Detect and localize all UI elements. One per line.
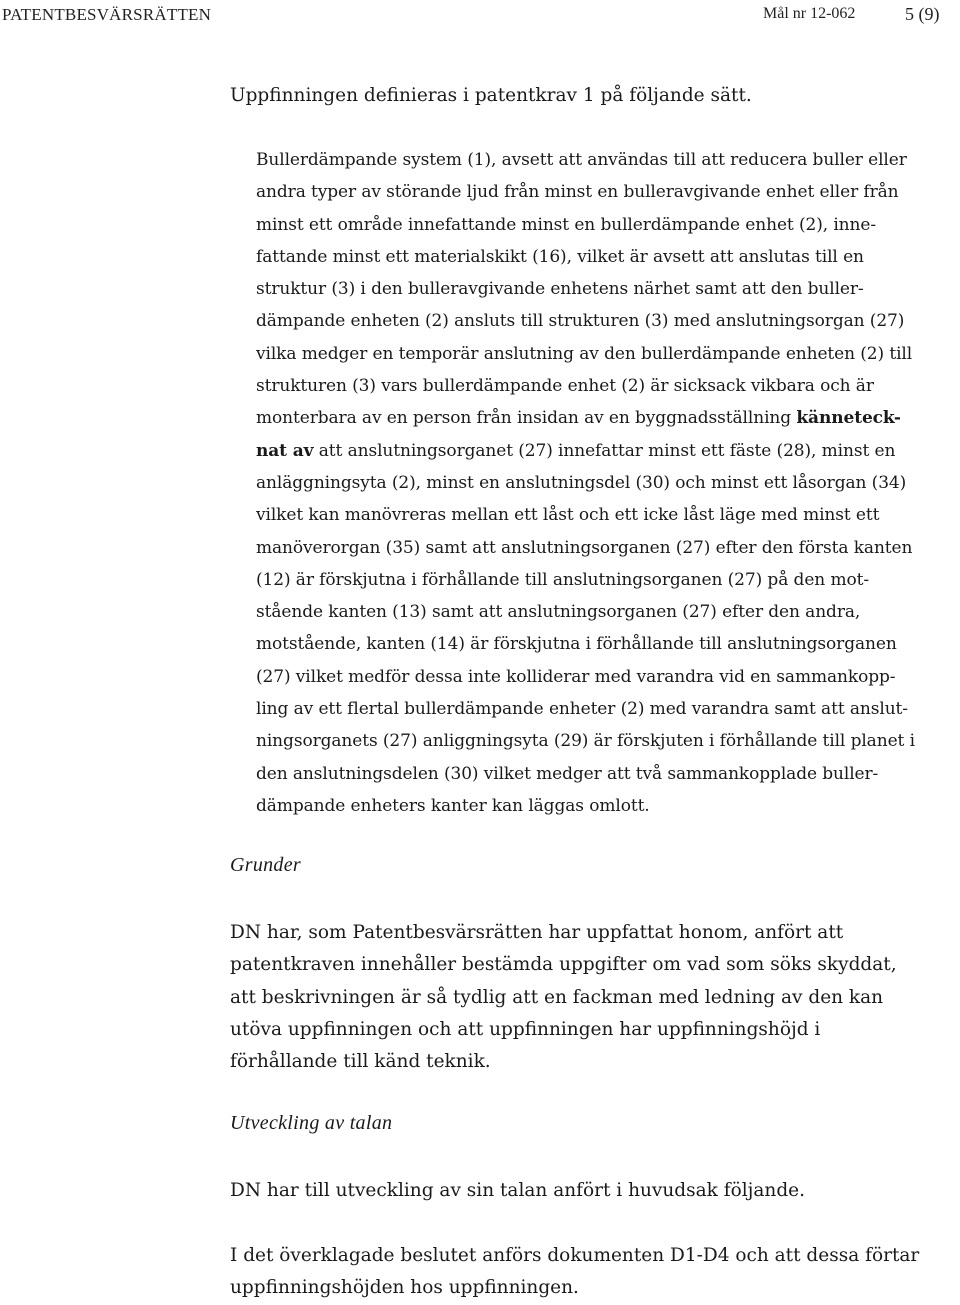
claim-line-with-bold (256, 402, 958, 434)
claim-line: struktur (3) i den bulleravgivande enhetens närhet samt att den buller- (256, 279, 864, 300)
claim-line: manöverorgan (35) samt att anslutningsorganen (27) efter den första kanten (256, 537, 913, 558)
claim-line: stående kanten (13) samt att anslutningsorganen (27) efter den andra, (256, 602, 861, 623)
characterised-by-keyword: känneteck- (796, 408, 901, 429)
decision-paragraph (230, 1240, 955, 1305)
paragraph-line: DN har, som Patentbesvärsrätten har uppfattat honom, anfört att (230, 922, 844, 943)
utveckling-paragraph (230, 1175, 955, 1207)
paragraph-line: förhållande till känd teknik. (230, 1051, 491, 1073)
claim-line: vilka medger en temporär anslutning av den bullerdämpande enheten (2) till (256, 343, 913, 364)
court-name: PATENTBESVÄRSRÄTTEN (2, 5, 212, 24)
claim-line: den anslutningsdelen (30) vilket medger att två sammankopplade buller- (256, 763, 879, 784)
claim-line-with-bold (256, 435, 958, 467)
section-heading-grunder: Grunder (230, 854, 301, 876)
claim-line: minst ett område innefattande minst en bullerdämpande enhet (2), inne- (256, 214, 876, 235)
claim-line: fattande minst ett materialskikt (16), vilket är avsett att anslutas till en (256, 246, 864, 267)
claim-line: monterbara av en person från insidan av en byggnadsställning (256, 408, 792, 429)
claim-line: vilket kan manövreras mellan ett låst och ett icke låst läge med minst ett (256, 505, 880, 526)
claim-line: anläggningsyta (2), minst en anslutningsdel (30) och minst ett låsorgan (34) (256, 472, 907, 493)
claim-line: dämpande enheten (2) ansluts till strukturen (3) med anslutningsorgan (27) (256, 311, 905, 332)
claim-line: att anslutningsorganet (27) innefattar minst ett fäste (28), minst en (318, 440, 896, 461)
paragraph-line: patentkraven innehåller bestämda uppgifter om vad som söks skyddat, (230, 954, 897, 976)
paragraph-line: att beskrivningen är så tydlig att en fackman med ledning av den kan (230, 986, 884, 1008)
case-number: Mål nr 12-062 (763, 5, 856, 22)
claim-line: strukturen (3) vars bullerdämpande enhet (2) är sicksack vikbara och är (256, 376, 874, 397)
claim-line: (27) vilket medför dessa inte kolliderar med varandra vid en sammankopp- (256, 666, 896, 687)
paragraph-line: uppfinningshöjden hos uppfinningen. (230, 1277, 579, 1299)
section-heading-utveckling: Utveckling av talan (230, 1112, 393, 1134)
claim-line: motstående, kanten (14) är förskjutna i förhållande till anslutningsorganen (256, 634, 897, 655)
claim-line: Bullerdämpande system (1), avsett att användas till att reducera buller eller (256, 150, 907, 170)
paragraph-line: utöva uppfinningen och att uppfinningen har uppfinningshöjd i (230, 1018, 821, 1040)
page-header (0, 2, 960, 28)
page-number: 5 (9) (905, 4, 940, 24)
claim-line: (12) är förskjutna i förhållande till anslutningsorganen (27) på den mot- (256, 569, 869, 590)
paragraph-line: DN har till utveckling av sin talan anfört i huvudsak följande. (230, 1180, 805, 1201)
claim-line: andra typer av störande ljud från minst en bulleravgivande enhet eller från (256, 182, 899, 203)
grunder-paragraph (230, 917, 955, 1078)
claim-line: ningsorganets (27) anliggningsyta (29) är förskjuten i förhållande till planet i (256, 731, 915, 752)
intro-paragraph: Uppfinningen definieras i patentkrav 1 på följande sätt. (230, 85, 752, 106)
claim-line: ling av ett flertal bullerdämpande enheter (2) med varandra samt att anslut- (256, 699, 908, 720)
characterised-by-keyword: nat av (256, 440, 314, 461)
claim-line: dämpande enheters kanter kan läggas omlott. (256, 795, 650, 816)
paragraph-line: I det överklagade beslutet anförs dokumenten D1-D4 och att dessa förtar (230, 1245, 920, 1266)
claim-text (256, 144, 958, 822)
